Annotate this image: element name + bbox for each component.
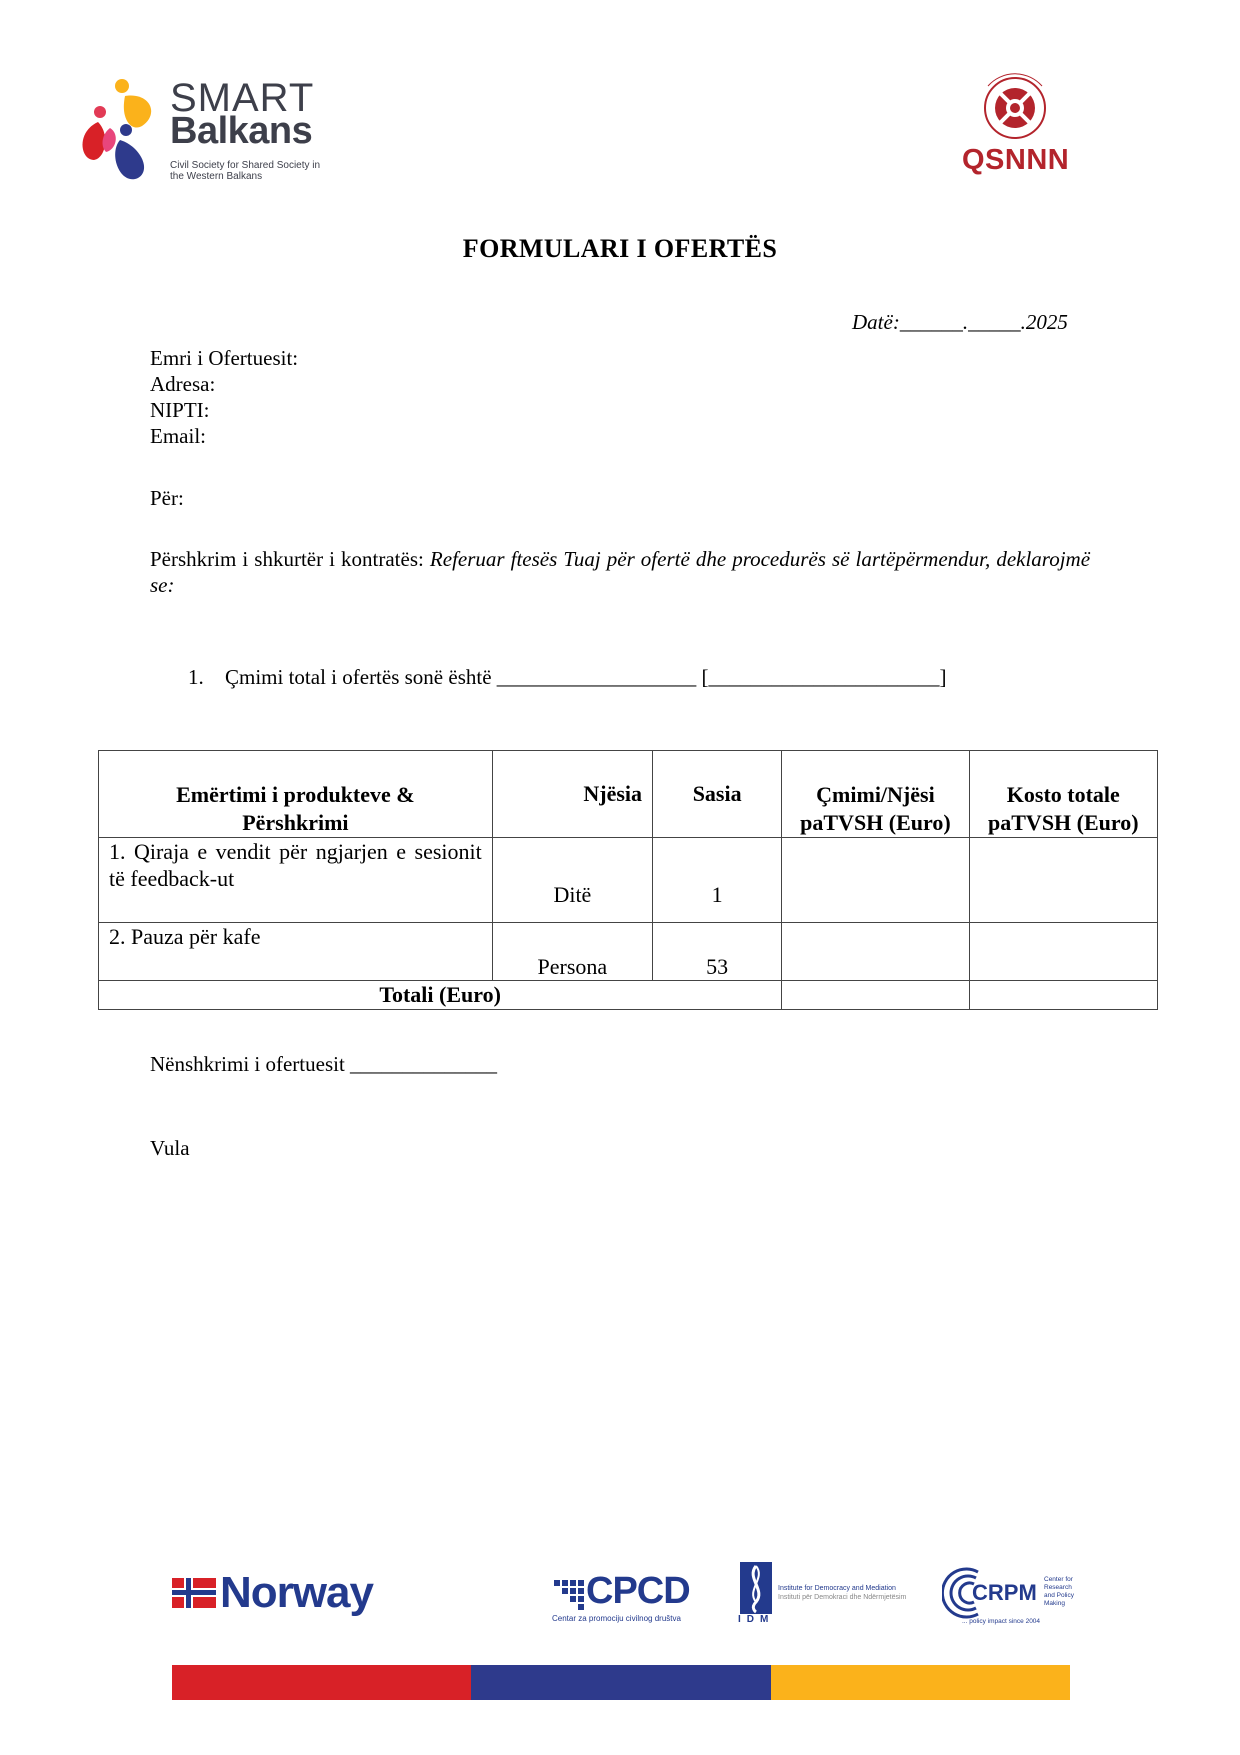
row-quantity: 1 [653,838,782,923]
row-unit: Persona [492,923,652,981]
description-text: Referuar ftesës Tuaj për ofertë dhe procedurës së lartëpërmendur, deklarojmë se: [150,547,1091,597]
qsnnn-logo [960,64,1070,179]
column-header-unit-price: Çmimi/Njësi paTVSH (Euro) [782,751,969,838]
norway-logo [172,1568,382,1618]
crpm-tagline: ... policy impact since 2004 [962,1618,1041,1625]
idm-subtitle [778,1584,906,1602]
column-header-total-cost: Kosto totale paTVSH (Euro) [969,751,1157,838]
row-quantity: 53 [653,923,782,981]
total-label: Totali (Euro) [99,981,782,1010]
list-number: 1. [188,665,204,689]
column-header-unit: Njësia [492,751,652,838]
total-price-text: Çmimi total i ofertës sonë është ___________________ [______________________] [225,665,947,689]
color-bar-red [172,1665,471,1700]
cpcd-pixel-icon [552,1578,586,1612]
offerer-nipt-label: NIPTI: [150,398,210,422]
column-header-quantity: Sasia [653,751,782,838]
table-total-row [99,981,1158,1010]
qsnnn-wordmark: QSNNN [962,144,1070,176]
total-price-statement [188,665,947,690]
offerer-address-label: Adresa: [150,372,216,396]
crpm-wordmark: CRPM [972,1580,1037,1605]
norway-flag-icon [172,1578,216,1608]
cpcd-logo [552,1570,690,1624]
idm-logo [738,1562,907,1625]
color-bar-yellow [771,1665,1070,1700]
smart-tagline: Civil Society for Shared Society in the Western Balkans [170,160,321,182]
smart-balkans-logo [80,74,320,184]
idm-emblem-icon [738,1562,774,1614]
offerer-name-label: Emri i Ofertuesit: [150,346,299,370]
recipient-label: Për: [150,486,184,510]
contract-description [150,546,1090,598]
stamp-label: Vula [150,1136,190,1160]
crpm-logo [942,1562,1082,1632]
total-unit-price-cell [782,981,969,1010]
total-cost-cell [969,981,1157,1010]
color-bar-blue [471,1665,770,1700]
date-field: Datë:______._____.2025 [852,310,1068,334]
row-total [969,838,1157,923]
idm-subtitle-sq: Instituti për Demokraci dhe Ndërmjetësim [778,1594,907,1601]
row-description: 1. Qiraja e vendit për ngjarjen e sesionit të feedback-ut [99,838,493,923]
smart-balkans-figures-icon [80,74,170,184]
offerer-details [150,345,298,449]
document-title: FORMULARI I OFERTËS [462,234,778,263]
idm-subtitle-en: Institute for Democracy and Mediation [778,1585,896,1592]
signature-line: Nënshkrimi i ofertuesit ______________ [150,1052,498,1076]
description-label: Përshkrim i shkurtër i kontratës: [150,547,424,571]
smart-wordmark: SMART [170,76,315,120]
crpm-side-text: Center for Research and Policy Making [1044,1576,1074,1607]
norway-wordmark: Norway [220,1568,373,1617]
table-row [99,923,1158,981]
balkans-wordmark: Balkans [170,110,313,152]
row-unit: Ditë [492,838,652,923]
row-unit-price [782,838,969,923]
table-row [99,838,1158,923]
footer-color-bar [172,1665,1070,1700]
cpcd-wordmark: CPCD [586,1570,690,1612]
table-header-row [99,751,1158,838]
idm-letters: IDM [738,1614,775,1625]
column-header-product: Emërtimi i produkteve & Përshkrimi [99,751,493,838]
cpcd-subtitle: Centar za promociju civilnog društva [552,1614,681,1623]
qsnnn-emblem-icon [960,64,1070,144]
offer-table [98,750,1158,1010]
offerer-email-label: Email: [150,424,206,448]
row-total [969,923,1157,981]
row-unit-price [782,923,969,981]
row-description: 2. Pauza për kafe [99,923,493,981]
